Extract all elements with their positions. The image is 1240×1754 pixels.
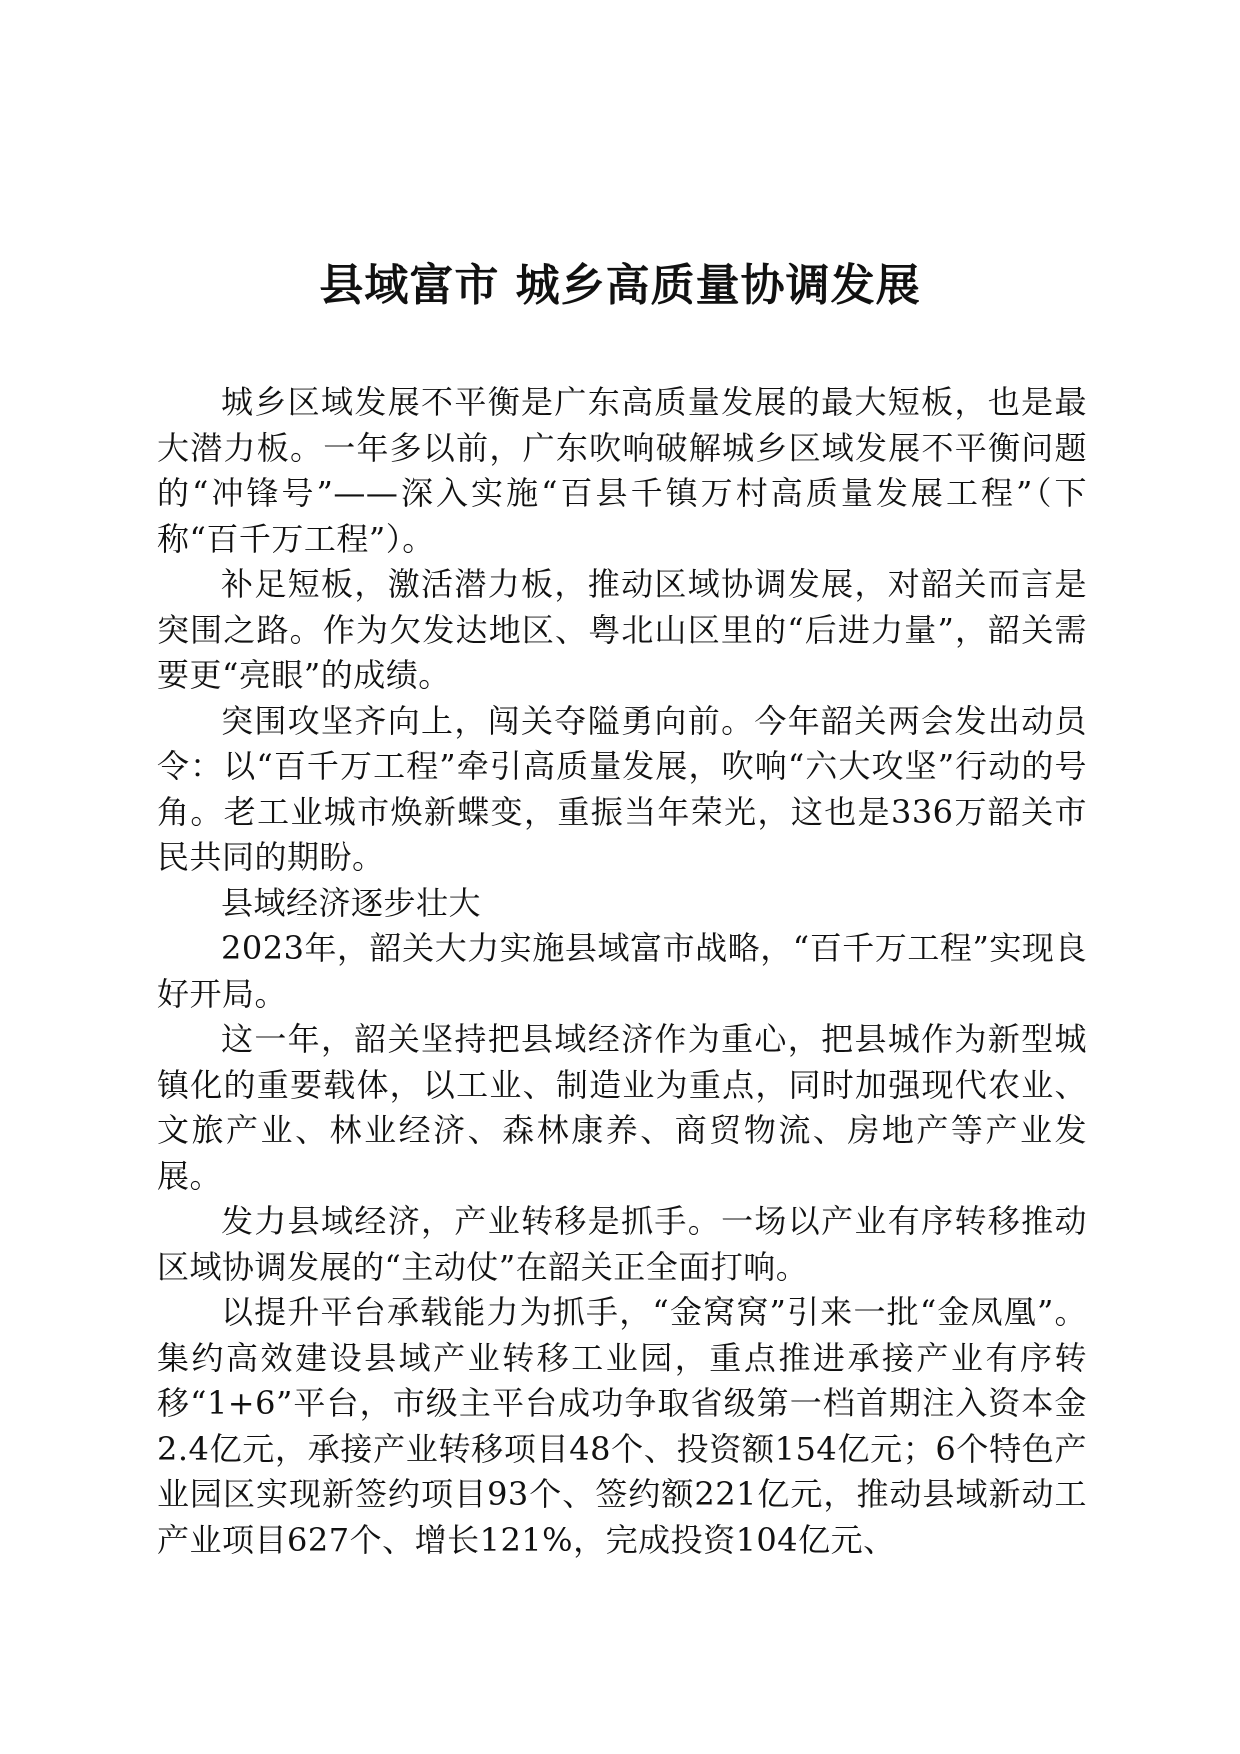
article-title: 县域富市 城乡高质量协调发展	[319, 260, 921, 311]
section-heading-county-economy: 县域经济逐步壮大	[221, 883, 482, 922]
paragraph-8: 以提升平台承载能力为抓手，“金窝窝”引来一批“金凤凰”。集约高效建设县域产业转移工业园，重点推进承接产业有序转移“1+6”平台，市级主平台成功争取省级第一档首期注入资本金2.4亿元，承接产业转移项目48个、投资额154亿元；6个特色产业园区实现新签约项目93个、签约额221亿元，推动县域新动工产业项目627个、增长121%，完成投资104亿元、	[157, 1293, 1087, 1559]
paragraph-7: 发力县域经济，产业转移是抓手。一场以产业有序转移推动区域协调发展的“主动仗”在韶关正全面打响。	[157, 1202, 1087, 1286]
paragraph-1: 城乡区域发展不平衡是广东高质量发展的最大短板，也是最大潜力板。一年多以前，广东吹响破解城乡区域发展不平衡问题的“冲锋号”——深入实施“百县千镇万村高质量发展工程”（下称“百千万工程”）。	[157, 383, 1087, 558]
article-body	[157, 380, 1087, 1563]
paragraph-5: 2023年，韶关大力实施县域富市战略，“百千万工程”实现良好开局。	[157, 929, 1087, 1013]
paragraph-6: 这一年，韶关坚持把县域经济作为重心，把县城作为新型城镇化的重要载体，以工业、制造业为重点，同时加强现代农业、文旅产业、林业经济、森林康养、商贸物流、房地产等产业发展。	[157, 1020, 1087, 1195]
paragraph-2: 补足短板，激活潜力板，推动区域协调发展，对韶关而言是突围之路。作为欠发达地区、粤北山区里的“后进力量”，韶关需要更“亮眼”的成绩。	[157, 565, 1087, 694]
paragraph-3: 突围攻坚齐向上，闯关夺隘勇向前。今年韶关两会发出动员令：以“百千万工程”牵引高质量发展，吹响“六大攻坚”行动的号角。老工业城市焕新蝶变，重振当年荣光，这也是336万韶关市民共同的期盼。	[157, 701, 1087, 876]
